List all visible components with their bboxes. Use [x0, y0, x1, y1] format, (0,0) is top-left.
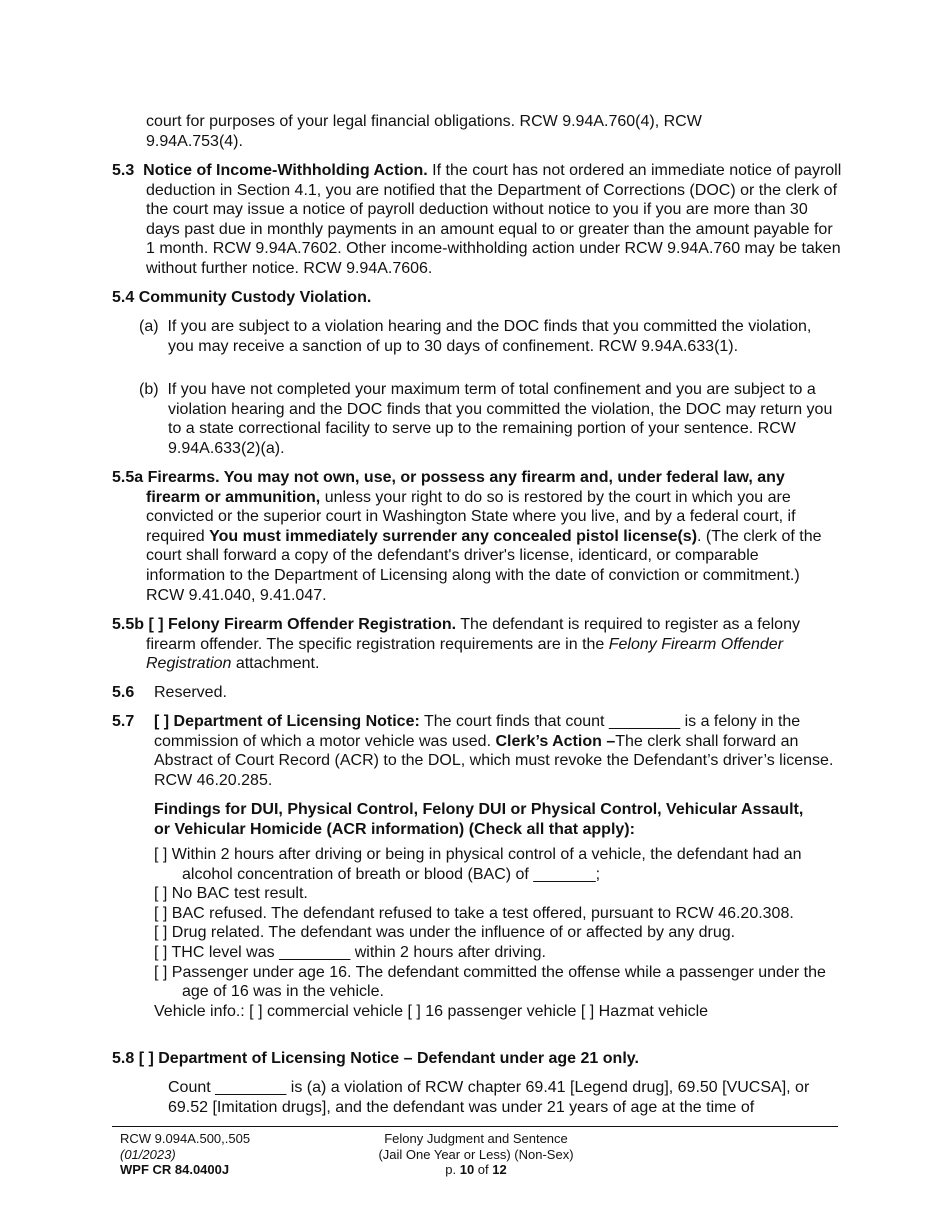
section-5-8-body: [168, 1078, 838, 1117]
findings-checklist: [154, 845, 844, 1021]
section-5-7-text2: The clerk shall forward an Abstract of Court Record (ACR) to the DOL, which must revoke the Defendant’s driver’s license. RCW 46.20.285.: [154, 732, 834, 789]
findings-heading-block: [154, 800, 814, 839]
finding-thc-level: [ ] THC level was ________ within 2 hours after driving.: [154, 943, 546, 961]
continuation-paragraph: [146, 112, 786, 151]
section-5-5a-surrender: You must immediately surrender any concealed pistol license(s): [209, 527, 698, 545]
section-5-7-text1: The court finds that count ________ is a felony in the commission of which a motor vehicle was used.: [154, 713, 801, 750]
footer-center: [326, 1131, 626, 1178]
item-a-text: If you are subject to a violation hearing and the DOC finds that you committed the violation, you may receive a sanction of up to 30 days of confinement. RCW 9.94A.633(1).: [167, 318, 812, 355]
footer-date: (01/2023): [120, 1146, 176, 1162]
page-prefix: p.: [445, 1162, 460, 1177]
page-of: of: [474, 1162, 493, 1177]
finding-no-bac-result: [ ] No BAC test result.: [154, 885, 308, 903]
section-5-8-heading: 5.8 [ ] Department of Licensing Notice – Defendant under age 21 only.: [112, 1050, 639, 1067]
footer-divider: [112, 1126, 838, 1127]
finding-passenger-under-16: [ ] Passenger under age 16. The defendant committed the offense while a passenger under the age of 16 was in the vehicle.: [154, 963, 826, 1001]
section-5-3-title: Notice of Income-Withholding Action.: [143, 162, 428, 179]
footer-left: [120, 1131, 250, 1178]
section-5-7-clerk-action: Clerk’s Action –: [495, 732, 616, 750]
section-5-5a: [112, 468, 842, 605]
section-5-5b-bold: 5.5b [ ] Felony Firearm Offender Registration.: [112, 616, 457, 633]
footer-title: Felony Judgment and Sentence: [384, 1131, 568, 1146]
section-5-8-heading-block: [112, 1049, 842, 1069]
section-5-6: [112, 683, 842, 703]
footer-subtitle: (Jail One Year or Less) (Non-Sex): [378, 1146, 574, 1162]
section-5-7-title: [ ] Department of Licensing Notice:: [154, 713, 420, 730]
section-5-5a-text1: unless your right to do so is restored by the court in which you are convicted or the superior court in Washington State where you live, and by a federal court, if required: [146, 488, 796, 545]
section-5-5b-text1: The defendant is required to register as a felony firearm offender. The specific registration requirements are in the: [146, 616, 800, 653]
finding-drug-related: [ ] Drug related. The defendant was under the influence of or affected by any drug.: [154, 924, 736, 942]
section-5-5b-italic: Felony Firearm Offender Registration: [146, 635, 784, 673]
section-5-4-item-a: [139, 317, 839, 356]
section-5-4-heading-block: [112, 288, 842, 308]
finding-bac-within-2-hours: [ ] Within 2 hours after driving or being in physical control of a vehicle, the defendant had an alcohol concentration of breath or blood (BAC) of _______;: [154, 846, 802, 883]
section-5-5b-text2: attachment.: [231, 655, 320, 673]
continuation-text: court for purposes of your legal financial obligations. RCW 9.94A.760(4), RCW 9.94A.753(4).: [146, 113, 702, 150]
section-5-3: [112, 161, 842, 279]
section-5-5b: [112, 615, 842, 674]
item-b-label: (b): [139, 381, 159, 398]
section-5-6-number: 5.6: [112, 684, 135, 701]
footer-form-number: WPF CR 84.0400J: [120, 1162, 230, 1177]
findings-heading: Findings for DUI, Physical Control, Felony DUI or Physical Control, Vehicular Assault, or Vehicular Homicide (ACR information) (Check all that apply):: [154, 801, 804, 838]
section-5-3-body: If the court has not ordered an immediate notice of payroll deduction in Section 4.1, you are notified that the Department of Corrections (DOC) or the clerk of the court may issue a notice of payroll deduction without notice to you if you are more than 30 days past due in monthly payments in an amount equal to or greater than the amount payable for 1 month. RCW 9.94A.7602. Other income-withholding action under RCW 9.94A.760 may be taken without further notice. RCW 9.94A.7606.: [146, 162, 842, 277]
item-b-text: If you have not completed your maximum term of total confinement and you are subject to a violation hearing and the DOC finds that you committed the violation, the DOC may return you to a state correctional facility to serve up to the remaining portion of your sentence. RCW 9.94A.633(2)(a).: [167, 381, 833, 457]
footer-rcw: RCW 9.094A.500,.505: [120, 1131, 251, 1146]
section-5-5a-text2: . (The clerk of the court shall forward a copy of the defendant's driver's license, identicard, or comparable information to the Department of Licensing along with the date of conviction or commitment.) RCW 9.41.040, 9.41.047.: [146, 527, 822, 604]
section-5-8-text: Count ________ is (a) a violation of RCW chapter 69.41 [Legend drug], 69.50 [VUCSA], or 69.52 [Imitation drugs], and the defendant was under 21 years of age at the time of: [168, 1079, 810, 1116]
section-5-7-number: 5.7: [112, 713, 135, 730]
page-total: 12: [492, 1162, 507, 1177]
finding-bac-refused: [ ] BAC refused. The defendant refused to take a test offered, pursuant to RCW 46.20.308.: [154, 904, 794, 922]
section-5-4-item-b: [139, 380, 839, 458]
section-5-7: [112, 712, 842, 790]
section-5-3-number: 5.3: [112, 162, 135, 179]
page-current: 10: [459, 1162, 475, 1177]
section-5-5a-bold: 5.5a Firearms. You may not own, use, or possess any firearm and, under federal law, any firearm or ammunition,: [112, 469, 785, 506]
vehicle-info: Vehicle info.: [ ] commercial vehicle [ ] 16 passenger vehicle [ ] Hazmat vehicle: [154, 1002, 709, 1020]
item-a-label: (a): [139, 318, 159, 335]
footer-page-number: [326, 1162, 626, 1178]
section-5-6-text: Reserved.: [154, 684, 227, 701]
section-5-4-heading: 5.4 Community Custody Violation.: [112, 289, 372, 306]
